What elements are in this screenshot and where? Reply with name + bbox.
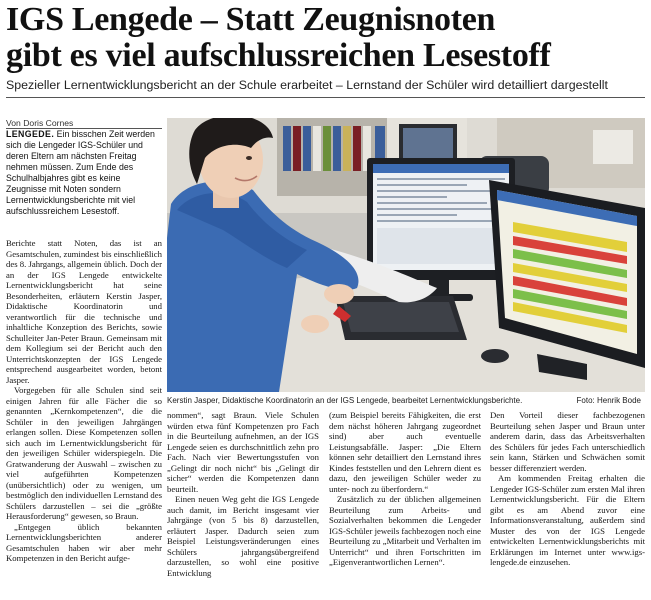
caption-text: Kerstin Jasper, Didaktische Koordinatorin an der IGS Lengede, bearbeitet Lernentwicklungsberichte.: [167, 396, 523, 405]
article-subheadline: Spezieller Lernentwicklungsbericht an der Schule erarbeitet – Lernstand der Schüler wird detailliert dargestellt: [6, 78, 608, 92]
headline-line-2: gibt es viel aufschlussreichen Lesestoff: [6, 37, 551, 74]
lead-text: Ein bisschen Zeit werden sich die Lengeder IGS-Schüler und deren Eltern am nächsten Freitag nehmen müssen. Zum Ende des Schulhalbjahres gibt es keine Zeugnisse mit Noten sondern Lernentwicklungsberichte mit viel aufschlussreichem Lesestoff.: [6, 129, 155, 216]
paragraph: Den Vorteil dieser fachbezogenen Beurteilung sehen Jasper und Braun unter anderem darin, dass das Arbeitsverhalten des Schülers für jedes Fach unterschiedlich sein kann, Stärken und Schwächen somit besser differenziert werden.: [490, 410, 645, 473]
paragraph: Vorgegeben für alle Schulen sind seit einigen Jahren für alle Fächer die so genannten „Kernkompetenzen“, die die Schüler in den jeweiligen Jahrgängen erlangen sollen. Diese Kompetenzen sollen sich auch im Lernentwicklungsbericht für den jeweiligen Schüler widerspiegeln. Die Gratwanderung der Auswahl – zwischen zu viel aufgeführten Kompetenzen (unübersichtlich) oder zu wenigen, um bestmöglich den individuellen Lernstand des Schülers darzustellen – sei die „größte Herausforderung“ gewesen, so Braun.: [6, 385, 162, 521]
paragraph: Zusätzlich zu der üblichen allgemeinen Beurteilung zum Arbeits- und Sozialverhalten bekommen die Lengeder IGS-Schüler jeweils fachbezogen noch eine Beurteilung zu „Mitarbeit und Verhalten im Unterricht“ und ihren Fortschritten im „Eigenverantwortlichen Lernen“.: [329, 494, 481, 567]
article-column-4: [490, 410, 645, 568]
article-column-2: [167, 410, 319, 578]
article-column-1: [6, 238, 162, 564]
headline-line-1: IGS Lengede – Statt Zeugnisnoten: [6, 1, 496, 38]
article-photo: [167, 118, 645, 392]
photo-caption: [167, 396, 645, 406]
photo-credit: Foto: Henrik Bode: [576, 396, 641, 405]
paragraph: „Entgegen üblich bekannten Lernentwicklungsberichten anderer Gesamtschulen haben wir aber mehr Kompetenzen in den Bericht aufge-: [6, 521, 162, 563]
lead-dateline: LENGEDE.: [6, 129, 55, 139]
paragraph: Einen neuen Weg geht die IGS Lengede auch damit, im Bericht insgesamt vier Jahrgänge (von 5 bis 8) darzustellen, erläutert Jasper. Dadurch seien zum Beispiel Leistungsveränderungen eines Schülers jahrgangsübergreifend darzustellen, so wohl eine positive Entwicklung: [167, 494, 319, 578]
article-headline: [6, 2, 646, 74]
paragraph: Am kommenden Freitag erhalten die Lengeder IGS-Schüler zum ersten Mal ihren Lernentwicklungsbericht. Für die Eltern gibt es am Abend zuvor eine Informationsveranstaltung, außerdem sind Muster des von der IGS Lengede entwickelten Lernentwicklungsberichts mit Erklärungen im Internet unter www.igs-lengede.de einzusehen.: [490, 473, 645, 567]
article-lead: [6, 129, 162, 217]
header-divider: [6, 97, 645, 98]
article-byline: Von Doris Cornes: [6, 118, 74, 128]
paragraph: (zum Beispiel bereits Fähigkeiten, die erst dem nächst höheren Jahrgang zugeordnet sind) aber auch eventuelle Leistungsabfälle. Jasper: „Die Eltern können sehr detailliert den Lernstand ihres Kindes feststellen und den Lehrern dient es dazu, den jeweiligen Schüler weder zu unter- noch zu überfordern.“: [329, 410, 481, 494]
paragraph: nommen“, sagt Braun. Viele Schulen würden etwa fünf Kompetenzen pro Fach in die Beurteilung aufnehmen, an der IGS Lengede seien es durchschnittlich zehn pro Fach. Nach vier Bewertungsstufen von „Gelingt dir noch nicht“ bis „Gelingt dir sicher“ werden die Kompetenzen dann beurteilt.: [167, 410, 319, 494]
paragraph: Berichte statt Noten, das ist an Gesamtschulen, zumindest bis einschließlich des 8. Jahrgangs, allgemein üblich. Doch der an der IGS Lengede entwickelte Lernentwicklungsbericht hat seine Besonderheiten, erläutern Kerstin Jasper, Didaktische Koordinatorin und verantwortlich für die technische und inhaltliche Konzeption des Berichts, sowie Schulleiter Jan-Peter Braun. Gemeinsam mit dem Kollegium sei der Bericht auch den Unterrichtskonzepten der IGS Lengede entsprechend ausgearbeitet worden, betont Jasper.: [6, 238, 162, 385]
article-column-3: [329, 410, 481, 568]
